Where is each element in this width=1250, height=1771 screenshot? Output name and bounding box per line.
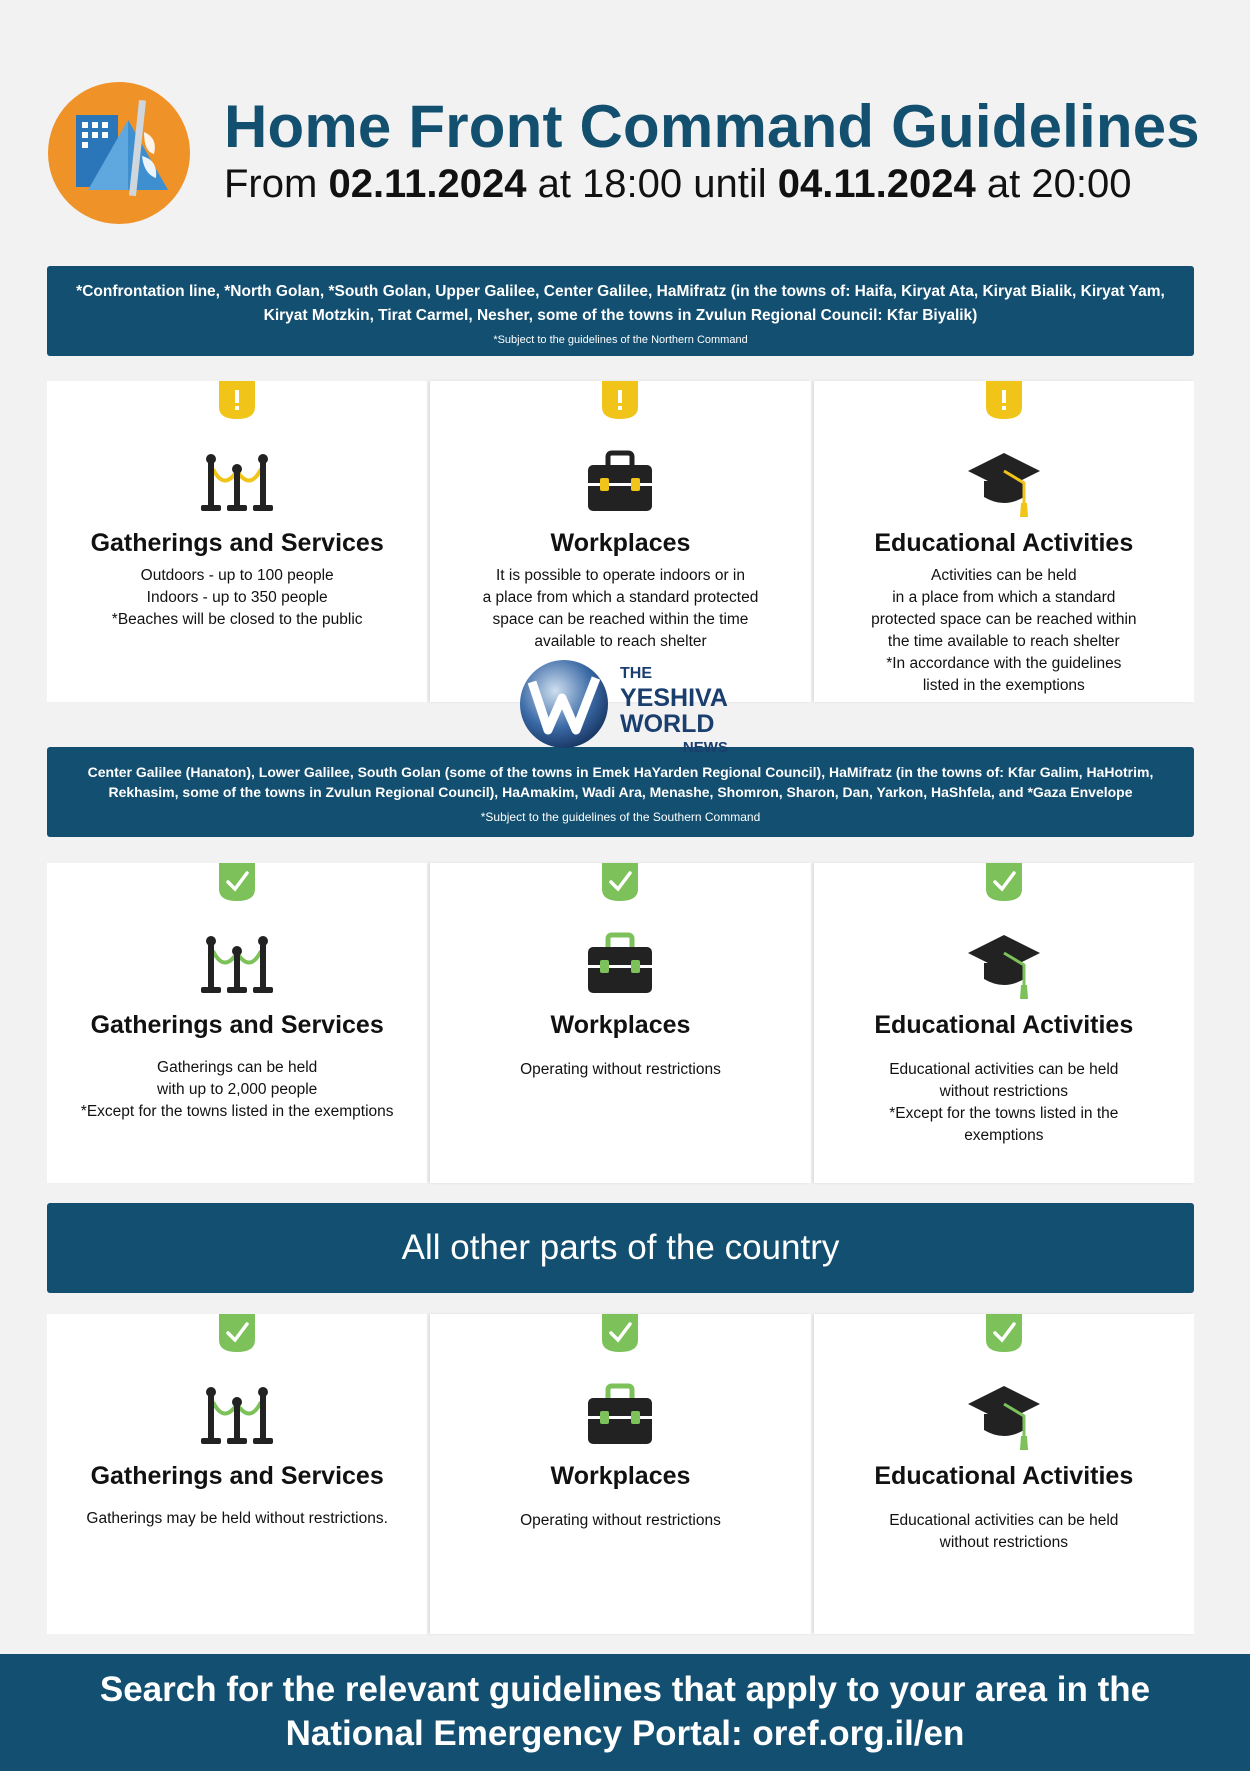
card-description: Educational activities can be held without restrictions — [889, 1512, 1119, 1551]
portal-link[interactable]: National Emergency Portal: oref.org.il/en — [285, 1714, 965, 1753]
check-tag-icon — [217, 1314, 257, 1352]
stanchion-icon — [197, 447, 277, 519]
card-education — [814, 381, 1194, 702]
briefcase-icon — [580, 1380, 660, 1452]
card-description: Gatherings can be held with up to 2,000 people *Except for the towns listed in the exemptions — [80, 1059, 394, 1120]
home-front-command-logo — [48, 82, 190, 224]
card-title: Gatherings and Services — [90, 529, 384, 557]
stanchion-icon — [197, 929, 277, 1001]
start-date: 02.11.2024 — [328, 162, 527, 206]
card-description: It is possible to operate indoors or in a place from which a standard protected space can be reached within the time available to reach shelter — [482, 567, 759, 650]
card-workplaces — [430, 863, 810, 1183]
caution-tag-icon — [984, 381, 1024, 419]
date-range: From 02.11.2024 at 18:00 until 04.11.2024 at 20:00 — [224, 162, 1132, 206]
card-description: Outdoors - up to 100 people Indoors - up to 350 people *Beaches will be closed to the public — [111, 567, 363, 628]
card-title: Educational Activities — [874, 1011, 1134, 1039]
footer-banner: Search for the relevant guidelines that apply to your area in the National Emergency Portal: oref.org.il/en — [0, 1654, 1250, 1771]
card-description: Gatherings may be held without restrictions. — [86, 1510, 388, 1527]
check-tag-icon — [984, 863, 1024, 901]
check-tag-icon — [984, 1314, 1024, 1352]
graduation-cap-icon — [964, 1380, 1044, 1452]
section-3-cards — [47, 1314, 1194, 1634]
check-tag-icon — [217, 863, 257, 901]
section-1-areas-band: *Confrontation line, *North Golan, *South Golan, Upper Galilee, Center Galilee, HaMifratz (in the towns of: Haifa, Kiryat Ata, Kiryat Bialik, Kiryat Yam, Kiryat Motzkin, Tirat Carmel, Nesher, some of the towns in Zvulun Regional Council: Kfar Biyalik) *Subject to the guidelines of the Northern Command — [47, 266, 1194, 356]
card-title: Workplaces — [550, 529, 691, 557]
card-workplaces — [430, 381, 810, 702]
card-description: Educational activities can be held without restrictions *Except for the towns listed in the exemptions — [889, 1061, 1119, 1144]
end-date: 04.11.2024 — [777, 162, 976, 206]
check-tag-icon — [600, 1314, 640, 1352]
caution-tag-icon — [217, 381, 257, 419]
briefcase-icon — [580, 447, 660, 519]
card-gatherings — [47, 1314, 427, 1634]
graduation-cap-icon — [964, 447, 1044, 519]
card-gatherings — [47, 381, 427, 702]
section-1-cards — [47, 381, 1194, 702]
page-title: Home Front Command Guidelines — [224, 93, 1200, 160]
caution-tag-icon — [600, 381, 640, 419]
card-title: Gatherings and Services — [90, 1011, 384, 1039]
graduation-cap-icon — [964, 929, 1044, 1001]
card-title: Educational Activities — [874, 529, 1134, 557]
card-title: Workplaces — [550, 1462, 691, 1490]
card-title: Educational Activities — [874, 1462, 1134, 1490]
card-education — [814, 1314, 1194, 1634]
watermark-text: THE YESHIVA WORLD NEWS — [620, 665, 728, 756]
section-2-cards — [47, 863, 1194, 1183]
briefcase-icon — [580, 929, 660, 1001]
card-education — [814, 863, 1194, 1183]
section-2-areas-band: Center Galilee (Hanaton), Lower Galilee, South Golan (some of the towns in Emek HaYarden Regional Council), HaMifratz (in the towns of: Kfar Galim, HaHotrim, Rekhasim, some of the towns in Zvulun Regional Council), HaAmakim, Wadi Ara, Menashe, Shomron, Sharon, Dan, Yarkon, HaShfela, and *Gaza Envelope *Subject to the guidelines of the Southern Command — [47, 747, 1194, 837]
card-description: Operating without restrictions — [520, 1061, 721, 1078]
section-3-areas-band: All other parts of the country — [47, 1203, 1194, 1293]
stanchion-icon — [197, 1380, 277, 1452]
check-tag-icon — [600, 863, 640, 901]
card-description: Operating without restrictions — [520, 1512, 721, 1529]
card-workplaces — [430, 1314, 810, 1634]
card-description: Activities can be held in a place from which a standard protected space can be reached within the time available to reach shelter *In accordance with the guidelines listed in the exemptions — [871, 567, 1137, 694]
card-title: Workplaces — [550, 1011, 691, 1039]
card-title: Gatherings and Services — [90, 1462, 384, 1490]
card-gatherings — [47, 863, 427, 1183]
